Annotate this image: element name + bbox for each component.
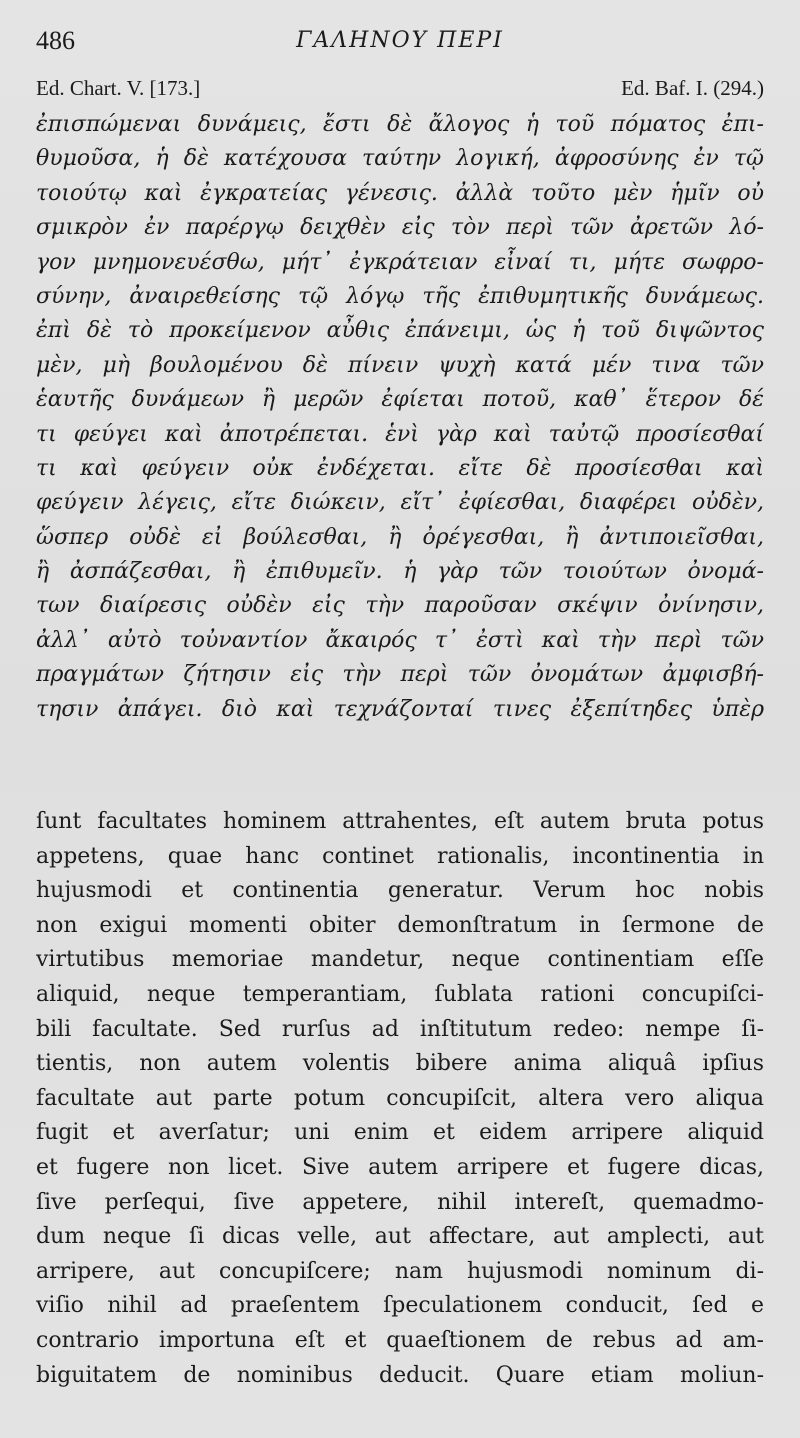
latin-line: viſio nihil ad praeſentem ſpeculationem conducit, ſed e (36, 1293, 764, 1319)
latin-line: ſunt facultates hominem attrahentes, eſt autem bruta potus (36, 809, 764, 834)
latin-line: biguitatem de nominibus deducit. Quare etiam moliun- (36, 1362, 764, 1388)
latin-line: tientis, non autem volentis bibere anima aliquâ ipſius (36, 1051, 764, 1077)
latin-line: non exigui momenti obiter demonſtratum in ſermone de (36, 912, 764, 938)
latin-line: facultate aut parte potum concupiſcit, altera vero aliqua (36, 1085, 764, 1111)
greek-line: τι φεύγει καὶ ἀποτρέπεται. ἑνὶ γὰρ καὶ ταὐτῷ προσίεσθαί (36, 421, 764, 447)
greek-line: ἐπισπώμεναι δυνάμεις, ἔστι δὲ ἄλογος ἡ τοῦ πόματος ἐπι- (36, 112, 764, 137)
greek-line: σύνην, ἀναιρεθείσης τῷ λόγῳ τῆς ἐπιθυμητικῆς δυνάμεως. (36, 283, 764, 309)
latin-line: arripere, aut concupiſcere; nam hujusmodi nominum di- (36, 1258, 764, 1284)
latin-line: ſive perſequi, ſive appetere, nihil intereſt, quemadmo- (36, 1189, 764, 1215)
greek-line: τησιν ἀπάγει. διὸ καὶ τεχνάζονταί τινες ἐξεπίτηδες ὑπὲρ (36, 696, 764, 722)
latin-line: hujusmodi et continentia generatur. Verum hoc nobis (36, 878, 764, 904)
greek-line: ἢ ἀσπάζεσθαι, ἢ ἐπιθυμεῖν. ἡ γὰρ τῶν τοιούτων ὀνομά- (36, 559, 764, 585)
greek-line: μὲν, μὴ βουλομένου δὲ πίνειν ψυχὴ κατά μέν τινα τῶν (36, 352, 764, 378)
greek-line: τοιούτῳ καὶ ἐγκρατείας γένεσις. ἀλλὰ τοῦτο μὲν ἡμῖν οὐ (36, 180, 764, 206)
edition-references (36, 76, 764, 106)
latin-line: bili facultate. Sed rurſus ad inſtitutum redeo: nempe ſi- (36, 1016, 764, 1042)
latin-line: dum neque ſi dicas velle, aut affectare, aut amplecti, aut (36, 1224, 764, 1250)
latin-line: fugit et averſatur; uni enim et eidem arripere aliquid (36, 1120, 764, 1146)
greek-line: θυμοῦσα, ἡ δὲ κατέχουσα ταύτην λογική, ἀφροσύνης ἐν τῷ (36, 146, 764, 172)
latin-text-block (36, 805, 764, 1393)
greek-text-block (36, 108, 764, 727)
greek-line: φεύγειν λέγεις, εἴτε διώκειν, εἴτ᾽ ἐφίεσθαι, διαφέρει οὐδὲν, (36, 490, 764, 516)
greek-line: πραγμάτων ζήτησιν εἰς τὴν περὶ τῶν ὀνομάτων ἀμφισβή- (36, 662, 764, 688)
latin-line: et fugere non licet. Sive autem arripere et fugere dicas, (36, 1154, 764, 1180)
latin-line: aliquid, neque temperantiam, ſublata rationi concupiſci- (36, 981, 764, 1007)
greek-line: γον μνημονευέσθω, μήτ᾽ ἐγκράτειαν εἶναί τι, μήτε σωφρο- (36, 249, 764, 275)
greek-line: ἐπὶ δὲ τὸ προκείμενον αὖθις ἐπάνειμι, ὡς ἡ τοῦ διψῶντος (36, 318, 764, 344)
page-header (36, 26, 764, 66)
greek-line: ὥσπερ οὐδὲ εἰ βούλεσθαι, ἢ ὀρέγεσθαι, ἢ ἀντιποιεῖσθαι, (36, 524, 764, 550)
running-title: ΓΑΛΗΝΟΥ ΠΕΡΙ (296, 28, 504, 53)
latin-line: virtutibus memoriae mandetur, neque continentiam eſſe (36, 947, 764, 973)
greek-line: τι καὶ φεύγειν οὐκ ἐνδέχεται. εἴτε δὲ προσίεσθαι καὶ (36, 455, 764, 481)
edition-chart-reference: Ed. Chart. V. [173.] (36, 76, 201, 100)
latin-line: contrario importuna eſt et quaeſtionem de rebus ad am- (36, 1327, 764, 1353)
greek-line: των διαίρεσις οὐδὲν εἰς τὴν παροῦσαν σκέψιν ὀνίνησιν, (36, 593, 764, 619)
greek-line: σμικρὸν ἐν παρέργῳ δειχθὲν εἰς τὸν περὶ τῶν ἀρετῶν λό- (36, 215, 764, 241)
latin-line: appetens, quae hanc continet rationalis, incontinentia in (36, 843, 764, 869)
greek-line: ἑαυτῆς δυνάμεων ἢ μερῶν ἐφίεται ποτοῦ, καθ᾽ ἕτερον δέ (36, 387, 764, 413)
greek-line: ἀλλ᾽ αὐτὸ τοὐναντίον ἄκαιρός τ᾽ ἐστὶ καὶ τὴν περὶ τῶν (36, 627, 764, 653)
edition-basel-reference: Ed. Baf. I. (294.) (621, 76, 764, 100)
page-number: 486 (36, 26, 75, 55)
